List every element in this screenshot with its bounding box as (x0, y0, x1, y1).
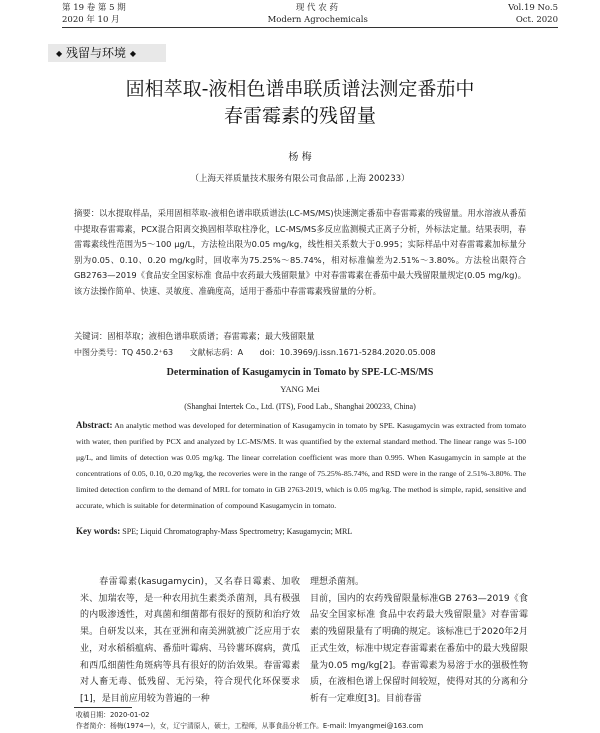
footnote-rule (74, 707, 132, 708)
header-vol-en: Vol.19 No.5 (508, 3, 558, 13)
header-date-cn: 2020 年 10 月 (62, 15, 120, 25)
title-line-1: 固相萃取-液相色谱串联质谱法测定番茄中 (125, 78, 475, 100)
english-author: YANG Mei (280, 384, 320, 394)
title-line-2: 春雷霉素的残留量 (223, 105, 376, 127)
english-keywords-text: SPE; Liquid Chromatography-Mass Spectrometry; Kasugamycin; MRL (122, 527, 353, 536)
footnote-received: 收稿日期：2020-01-02 (76, 711, 150, 719)
abstract-cn-text: 以水提取样品，采用固相萃取-液相色谱串联质谱法(LC-MS/MS)快速测定番茄中春雷霉素的残留量。用水溶液从番茄中提取春雷霉素，PCX混合阳离交换固相萃取柱净化，LC-MS/MS多反应监测模式正离子分析，外标法定量。结果表明，春雷霉素线性范围为5～100 μg/L，方法检出限为0.05 mg/kg，线性相关系数大于0.995；实际样品中对春雷霉素加标量分别为0.05、0.10、0.20 mg/kg时，回收率为75.25%～85.74%，相对标准偏差为2.51%～3.80%。方法检出限符合GB2763—2019《食品安全国家标准 食品中农药最大残留限量》中对春雷霉素在番茄中最大残留限量规定(0.05 mg/kg)。该方法操作简单、快速、灵敏度、准确度高，适用于番茄中春雷霉素残留量的分析。 (74, 208, 526, 296)
clc-number: 中图分类号：TQ 450.2⁺63 (74, 348, 174, 357)
running-header (62, 2, 558, 28)
footnote-author-info: 作者简介：杨梅(1974—)，女，辽宁清原人，硕士，工程师，从事食品分析工作。E-mail: lmyangmei@163.com (76, 722, 424, 730)
english-affiliation: (Shanghai Intertek Co., Ltd. (ITS), Food Lab., Shanghai 200233, China) (184, 402, 416, 411)
diamond-icon: ◆ (129, 49, 136, 58)
article-title (40, 76, 560, 130)
body-paragraph: 理想杀菌剂。 (310, 577, 365, 587)
keywords-cn-label: 关键词： (74, 331, 108, 341)
classification-line (74, 347, 526, 358)
english-keywords-label: Key words: (76, 526, 121, 536)
english-abstract-label: Abstract: (76, 420, 113, 430)
body-column-left (80, 574, 300, 708)
affiliation: （上海天祥质量技术服务有限公司食品部 ,上海 200233） (190, 174, 410, 184)
section-label: 残留与环境 (65, 46, 126, 60)
keywords-cn (74, 330, 526, 342)
header-volume: 第 19 卷 第 5 期 (62, 3, 126, 13)
doc-code: 文献标志码：A (189, 348, 244, 357)
diamond-icon: ◆ (56, 49, 63, 58)
english-keywords (76, 526, 526, 536)
author: 杨 梅 (288, 152, 312, 163)
english-abstract-text: An analytic method was developed for determination of Kasugamycin in tomato by SPE. Kasugamycin was extracted from tomato with water, then purified by PCX and analyzed by LC-MS/MS. It was quantified by the external standard method. The linear range was 5-100 μg/L, and limits of detection was 0.05 mg/kg. The linear correlation coefficient was more than 0.995. When Kasugamycin in sample at the concentrations of 0.05, 0.10, 0.20 mg/kg, the recoveries were in the range of 75.25%-85.74%, and RSD were in the range of 2.51%-3.80%. The limited detection confirm to the demand of MRL for tomato in GB 2763-2019, which is 0.05 mg/kg. The method is simple, rapid, sensitive and accurate, which is suitable for determination of compound Kasugamycin in tomato. (76, 421, 526, 510)
abstract-cn-label: 摘要： (74, 208, 100, 218)
english-title: Determination of Kasugamycin in Tomato by SPE-LC-MS/MS (166, 367, 434, 378)
english-abstract (76, 418, 526, 513)
body-left-text: 春雷霉素(kasugamycin)，又名春日霉素、加收米、加瑞农等，是一种农用抗生素类杀菌剂，具有极强的内吸渗透性，对真菌和细菌都有很好的预防和治疗效果。自研发以来，其在亚洲和南美洲就被广泛应用于农业，对水稻稻瘟病、番茄叶霉病、马铃薯环腐病，黄瓜和西瓜细菌性角斑病等具有很好的防治效果。春雷霉素对人畜无毒、低残留、无污染，符合现代化环保要求[1]，是目前应用较为普遍的一种 (80, 577, 300, 704)
section-tag (48, 44, 166, 62)
abstract-cn (74, 206, 526, 299)
header-rule (62, 27, 558, 28)
body-paragraph: 目前，国内的农药残留限量标准GB 2763—2019《食品安全国家标准 食品中农药最大残留限量》对春雷霉素的残留限量有了明确的规定。该标准已于2020年2月正式生效，标准中规定春雷霉素在番茄中的最大残留限量为0.05 mg/kg[2]。春雷霉素为易溶于水的强极性物质，在液相色谱上保留时间较短，使得对其的分离和分析有一定难度[3]。目前春雷 (310, 593, 528, 704)
footnote (76, 710, 423, 732)
body-column-right (310, 574, 528, 708)
header-date-en: Oct. 2020 (515, 15, 558, 25)
keywords-cn-text: 固相萃取；液相色谱串联质谱；春雷霉素；最大残留限量 (107, 331, 315, 341)
doi: doi：10.3969/j.issn.1671-5284.2020.05.008 (259, 348, 436, 357)
header-journal-en: Modern Agrochemicals (267, 15, 368, 25)
body-paragraph (80, 574, 300, 708)
header-journal-cn: 现 代 农 药 (295, 3, 338, 13)
